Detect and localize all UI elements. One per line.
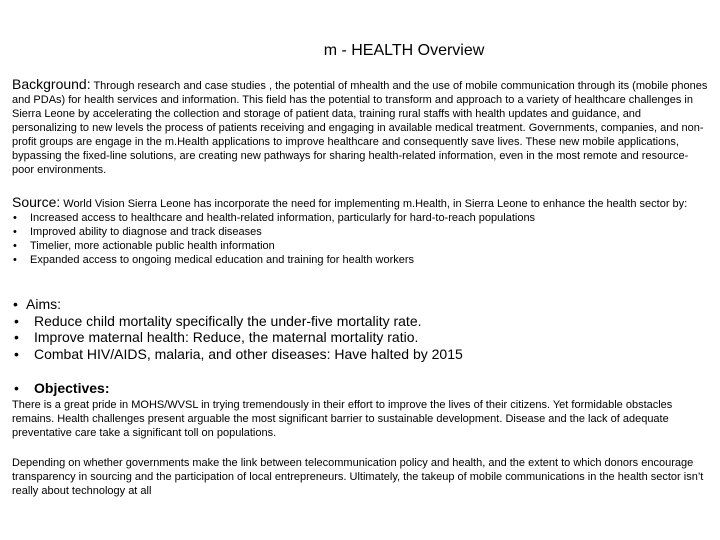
source-bullet-text: Expanded access to ongoing medical education and training for health workers xyxy=(30,254,415,266)
aims-item xyxy=(12,346,708,363)
background-paragraph xyxy=(12,77,708,177)
source-bullet-text: Increased access to healthcare and health-related information, particularly for hard-to-reach populations xyxy=(30,212,536,224)
aims-item xyxy=(12,313,708,330)
bullet-glyph: • xyxy=(14,345,19,362)
aims-item xyxy=(12,329,708,346)
objectives-heading xyxy=(12,380,708,397)
bullet-glyph: • xyxy=(13,226,17,238)
aims-item-text: Improve maternal health: Reduce, the maternal mortality ratio. xyxy=(34,329,419,345)
source-bullet xyxy=(12,225,708,239)
source-label: Source: xyxy=(12,194,61,210)
background-text: Through research and case studies , the potential of mhealth and the use of mobile communication through its (mobile phones and PDAs) for health services and information. This field has the potential to transform and approach to a variety of healthcare challenges in Sierra Leone by accelerating the collection and storage of patient data, training rural staffs with health updates and guidance, and personalizing to new levels the process of patients receiving and engaging in available medical treatment. Governments, companies, and non-profit groups are engage in the m.Health applications to improve healthcare and consequently save lives. These new mobile applications, bypassing the fixed-line solutions, are creating new pathways for sharing health-related information, even in the most remote and resource-poor environments. xyxy=(12,80,708,176)
bullet-glyph: • xyxy=(13,240,17,252)
source-text: World Vision Sierra Leone has incorporate the need for implementing m.Health, in Sierra Leone to enhance the health sector by: xyxy=(60,198,688,210)
bullet-glyph: • xyxy=(14,329,19,345)
source-bullet xyxy=(12,239,708,253)
source-bullet-text: Timelier, more actionable public health information xyxy=(30,240,275,252)
objectives-heading-line xyxy=(12,380,708,397)
objectives-paragraph: There is a great pride in MOHS/WVSL in trying tremendously in their effort to improve the lives of their citizens. Yet formidable obstacles remains. Health challenges present arguable the most significant barrier to sustainable development. Disease and the lack of adequate preventative care take a significant toll on populations. xyxy=(12,399,673,439)
bullet-glyph: • xyxy=(13,212,17,224)
aims-heading xyxy=(12,296,708,313)
objectives-label: Objectives: xyxy=(34,380,110,396)
source-section xyxy=(12,195,708,267)
closing-paragraph: Depending on whether governments make the link between telecommunication policy and health, and the extent to which donors encourage transparency in sourcing and the participation of local entrepreneurs. Ultimately, the takeup of mobile communications in the health sector isn’t really about technology at all xyxy=(12,457,704,497)
aims-item-text: Combat HIV/AIDS, malaria, and other diseases: Have halted by 2015 xyxy=(34,345,463,362)
aims-section xyxy=(12,296,708,362)
aims-item-text: Reduce child mortality specifically the under-five mortality rate. xyxy=(34,312,422,329)
bullet-glyph: • xyxy=(14,380,19,396)
bullet-glyph: • xyxy=(13,296,18,312)
bullet-glyph: • xyxy=(14,312,19,329)
source-bullet-text: Improved ability to diagnose and track diseases xyxy=(30,226,262,238)
aims-label: Aims: xyxy=(26,296,61,312)
bullet-glyph: • xyxy=(13,254,17,266)
page-title: m - HEALTH Overview xyxy=(323,42,485,59)
background-label: Background: xyxy=(12,76,91,92)
source-bullet xyxy=(12,211,708,225)
source-bullet xyxy=(12,253,708,267)
